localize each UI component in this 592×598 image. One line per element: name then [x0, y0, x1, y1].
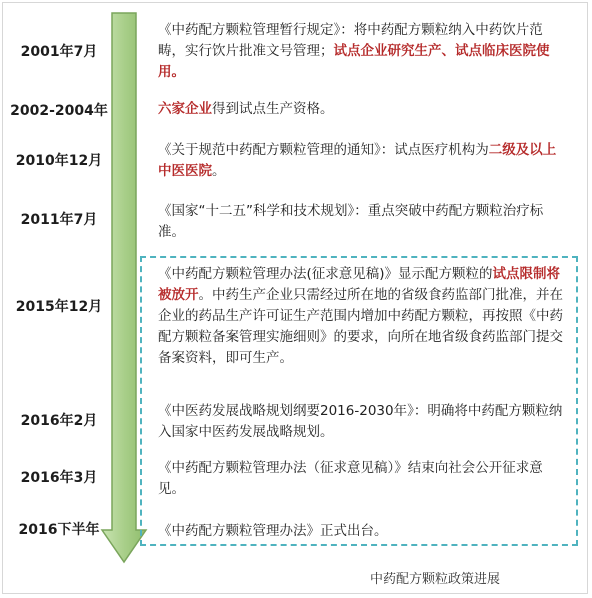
date-2016-02: 2016年2月	[20, 413, 98, 429]
entry-text: 《中医药发展战略规划纲要2016-2030年》：明确将中药配方颗粒纳入国家中医药发展战略规划。	[158, 403, 563, 440]
entry-text: 《关于规范中药配方颗粒管理的通知》：试点医疗机构为	[158, 142, 489, 158]
date-2001-07: 2001年7月	[20, 44, 98, 60]
date-2002-2004: 2002-2004年	[10, 103, 108, 119]
entry-2001-07	[158, 20, 568, 83]
entry-highlight: 二级及以上中医医院	[158, 142, 557, 179]
entry-text: 《中药配方颗粒管理办法》正式出台。	[158, 523, 388, 539]
entry-text: 《国家“十二五”科学和技术规划》：重点突破中药配方颗粒治疗标准。	[158, 203, 544, 240]
date-2016-03: 2016年3月	[20, 470, 98, 486]
entry-2016-h2	[158, 521, 568, 542]
entry-highlight: 试点企业研究生产、试点临床医院使用。	[158, 43, 550, 80]
entry-2002-2004	[158, 99, 568, 120]
date-2010-12: 2010年12月	[15, 153, 103, 169]
date-2015-12: 2015年12月	[15, 299, 103, 315]
entry-text: 。中药生产企业只需经过所在地的省级食药监部门批准，并在企业的药品生产许可证生产范围内增加中药配方颗粒，再按照《中药配方颗粒备案管理实施细则》的要求，向所在地省级食药监部门提交备案资料，即可生产。	[158, 287, 563, 366]
entry-2010-12	[158, 140, 568, 182]
entry-2015-12	[158, 264, 568, 369]
figure-caption: 中药配方颗粒政策进展	[370, 572, 501, 587]
entry-2011-07	[158, 201, 568, 243]
entry-text: 《中药配方颗粒管理办法（征求意见稿）》结束向社会公开征求意见。	[158, 460, 543, 497]
entry-text: 得到试点生产资格。	[212, 101, 334, 117]
entry-2016-02	[158, 401, 568, 443]
entry-text: 《中药配方颗粒管理办法(征求意见稿)》显示配方颗粒的	[158, 266, 493, 282]
date-2011-07: 2011年7月	[20, 212, 98, 228]
entry-text: 。	[212, 163, 226, 179]
entry-2016-03	[158, 458, 568, 500]
date-2016-h2: 2016下半年	[18, 522, 100, 538]
entry-highlight: 六家企业	[158, 101, 212, 117]
entry-text: 《中药配方颗粒管理暂行规定》：将中药配方颗粒纳入中药饮片范畴，实行饮片批准文号管理；	[158, 22, 543, 59]
entry-highlight: 试点限制将被放开	[158, 266, 561, 303]
